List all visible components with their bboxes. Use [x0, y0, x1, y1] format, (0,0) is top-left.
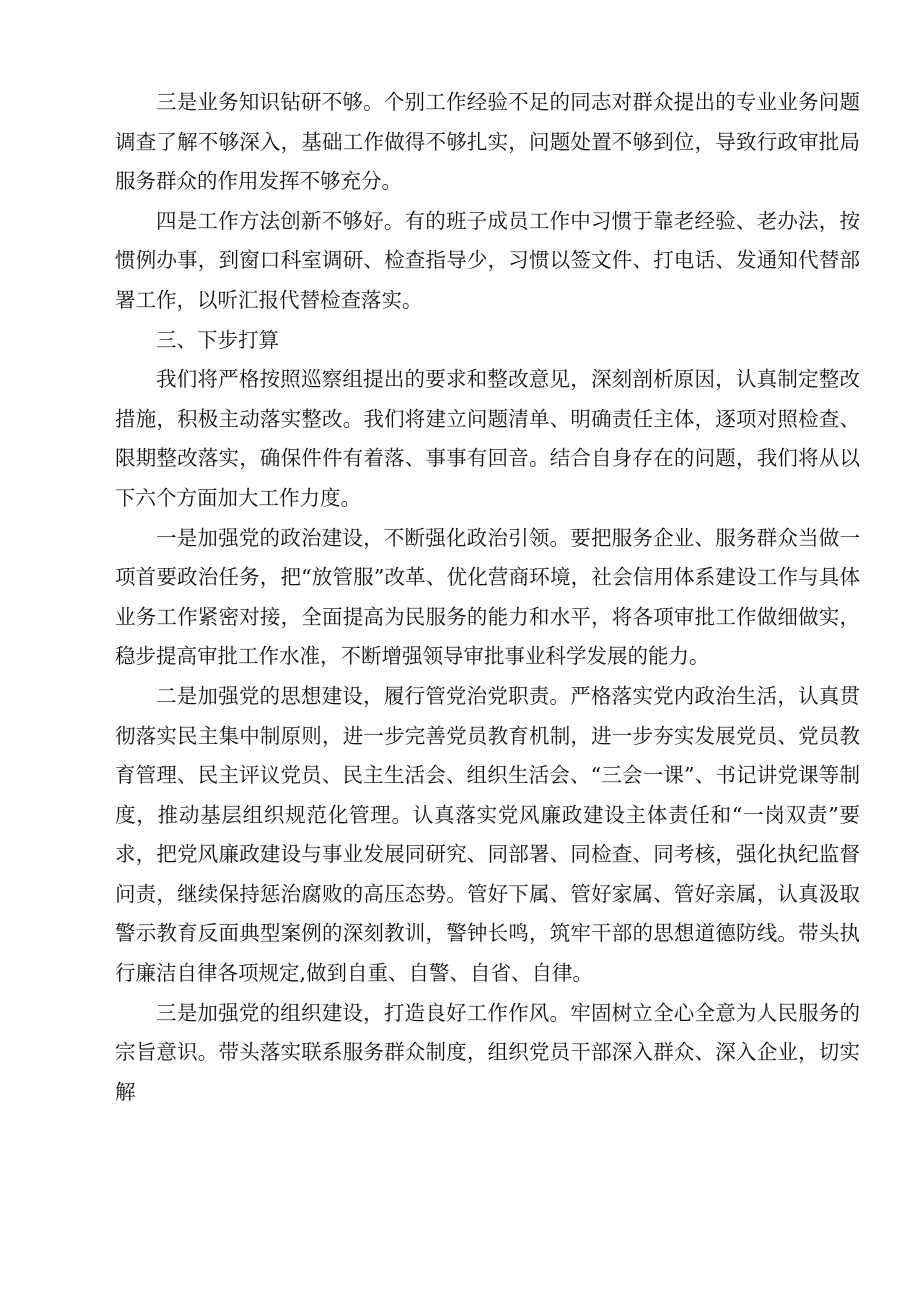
paragraph-work-method: 四是工作方法创新不够好。有的班子成员工作中习惯于靠老经验、老办法，按惯例办事，到窗口科室调研、检查指导少，习惯以签文件、打电话、发通知代替部署工作，以听汇报代替检查落实。: [115, 208, 860, 312]
paragraph-political-building: 一是加强党的政治建设，不断强化政治引领。要把服务企业、服务群众当做一项首要政治任务，把“放管服”改革、优化营商环境，社会信用体系建设工作与具体业务工作紧密对接，全面提高为民服务的能力和水平，将各项审批工作做细做实，稳步提高审批工作水准，不断增强领导审批事业科学发展的能力。: [115, 525, 860, 669]
document-body: [115, 83, 860, 1112]
paragraph-organizational-building: 三是加强党的组织建设，打造良好工作作风。牢固树立全心全意为人民服务的宗旨意识。带头落实联系服务群众制度，组织党员干部深入群众、深入企业，切实解: [115, 1000, 860, 1104]
section-heading-next-steps: 三、下步打算: [156, 327, 279, 352]
paragraph-rectification-plan: 我们将严格按照巡察组提出的要求和整改意见，深刻剖析原因，认真制定整改措施，积极主动落实整改。我们将建立问题清单、明确责任主体，逐项对照检查、限期整改落实，确保件件有着落、事事有回音。结合自身存在的问题，我们将从以下六个方面加大工作力度。: [115, 367, 860, 510]
paragraph-ideological-building: 二是加强党的思想建设，履行管党治党职责。严格落实党内政治生活，认真贯彻落实民主集中制原则，进一步完善党员教育机制，进一步夯实发展党员、党员教育管理、民主评议党员、民主生活会、组织生活会、“三会一课”、书记讲党课等制度，推动基层组织规范化管理。认真落实党风廉政建设主体责任和“一岗双责”要求，把党风廉政建设与事业发展同研究、同部署、同检查、同考核，强化执纪监督问责，继续保持惩治腐败的高压态势。管好下属、管好家属、管好亲属，认真汲取警示教育反面典型案例的深刻教训，警钟长鸣，筑牢干部的思想道德防线。带头执行廉洁自律各项规定,做到自重、自警、自省、自律。: [115, 683, 860, 986]
paragraph-knowledge-study: 三是业务知识钻研不够。个别工作经验不足的同志对群众提出的专业业务问题调查了解不够深入，基础工作做得不够扎实，问题处置不够到位，导致行政审批局服务群众的作用发挥不够充分。: [115, 90, 860, 194]
